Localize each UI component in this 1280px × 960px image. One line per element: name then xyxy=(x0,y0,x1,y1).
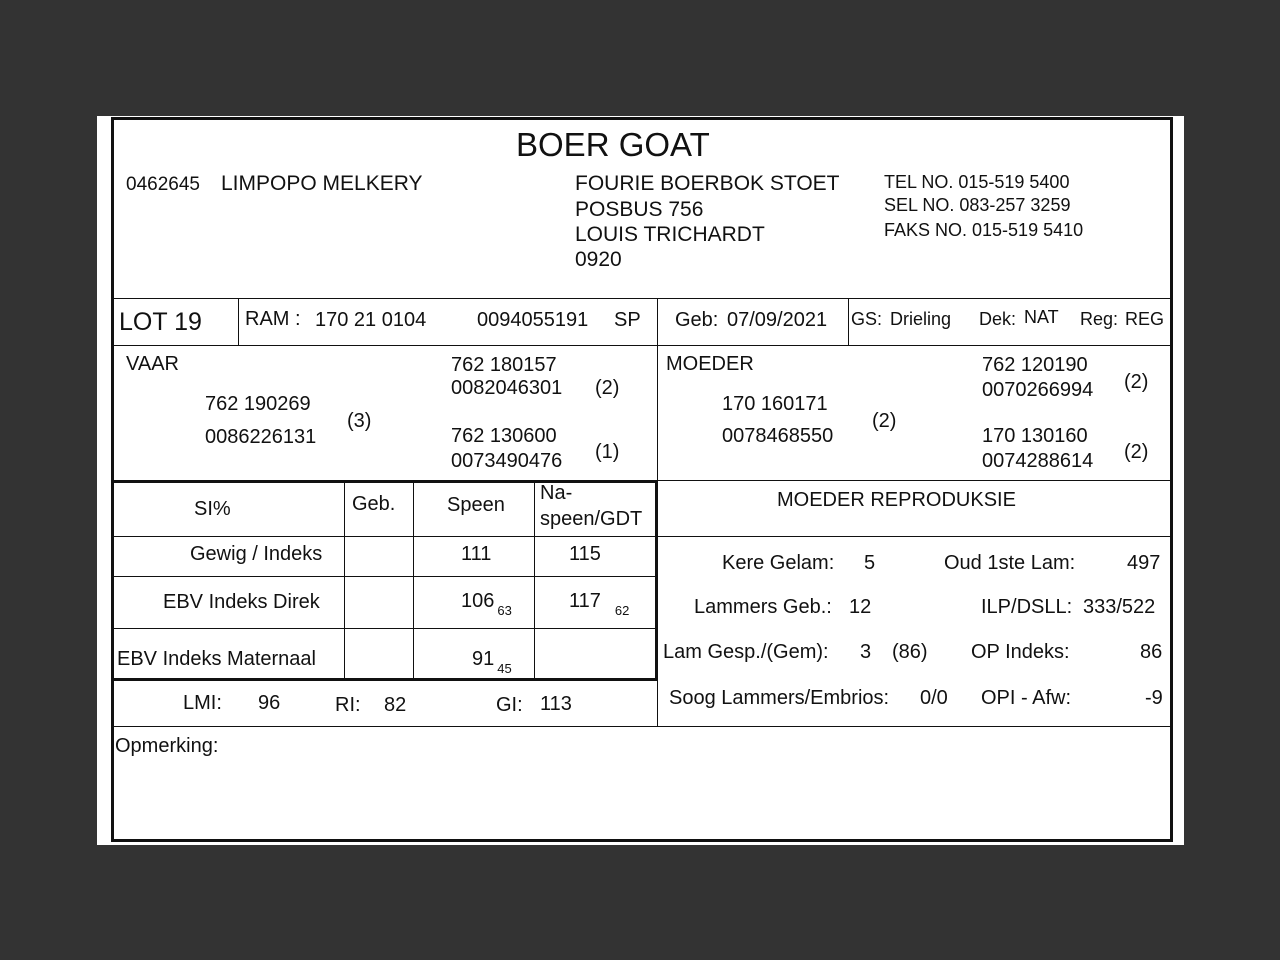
dek-value: NAT xyxy=(1024,307,1059,327)
repro-title: MOEDER REPRODUKSIE xyxy=(777,489,1016,511)
oud-value: 497 xyxy=(1127,552,1161,574)
geb-label: Geb: xyxy=(675,309,719,331)
moeder-dam-count: (2) xyxy=(1124,441,1149,463)
lmi-value: 96 xyxy=(258,692,281,714)
vaar-sire-count: (2) xyxy=(595,377,620,399)
row-direk-speen-value: 106 xyxy=(461,590,495,612)
address-line-4: 0920 xyxy=(575,248,622,271)
address-line-1: FOURIE BOERBOK STOET xyxy=(575,172,840,195)
row-maternaal-label: EBV Indeks Maternaal xyxy=(117,648,316,670)
kere-label: Kere Gelam: xyxy=(722,552,835,574)
div-geb xyxy=(848,299,849,345)
lammers-value: 12 xyxy=(849,596,872,618)
row-direk-speen-accuracy: 63 xyxy=(497,603,512,618)
vaar-dam-id: 762 130600 xyxy=(451,425,557,447)
row-maternaal-speen-value: 91 xyxy=(472,648,495,670)
ri-label: RI: xyxy=(335,694,361,716)
tel-number: TEL NO. 015-519 5400 xyxy=(884,172,1070,192)
moeder-label: MOEDER xyxy=(666,353,754,375)
vaar-code: 0086226131 xyxy=(205,426,317,448)
geb-header: Geb. xyxy=(352,493,396,515)
si-header: SI% xyxy=(194,498,231,520)
vaar-label: VAAR xyxy=(126,353,179,375)
moeder-dam-id: 170 130160 xyxy=(982,425,1088,447)
row-direk-naspeen-accuracy: 62 xyxy=(614,603,630,618)
row-direk-naspeen xyxy=(569,590,630,618)
op-value: 86 xyxy=(1140,641,1163,663)
soog-label: Soog Lammers/Embrios: xyxy=(669,687,890,709)
ilp-label: ILP/DSLL: xyxy=(981,596,1073,618)
moeder-id: 170 160171 xyxy=(722,393,828,415)
row-gewig-naspeen: 115 xyxy=(569,543,601,565)
div-si-geb xyxy=(413,481,414,679)
breeder-name: LIMPOPO MELKERY xyxy=(221,172,423,195)
vaar-id: 762 190269 xyxy=(205,393,311,415)
moeder-sire-code: 0070266994 xyxy=(982,379,1094,401)
vaar-sire-code: 0082046301 xyxy=(451,377,563,399)
div-pedigree xyxy=(657,346,658,481)
ram-suffix: SP xyxy=(614,309,641,331)
vaar-count: (3) xyxy=(347,410,372,432)
div-ram xyxy=(657,299,658,345)
geb-date: 07/09/2021 xyxy=(727,309,828,331)
moeder-sire-id: 762 120190 xyxy=(982,354,1088,376)
faks-number: FAKS NO. 015-519 5410 xyxy=(884,220,1084,240)
breeder-id: 0462645 xyxy=(126,174,200,195)
rule-under-info xyxy=(113,345,1172,346)
moeder-sire-count: (2) xyxy=(1124,371,1149,393)
opi-value: -9 xyxy=(1145,687,1163,709)
div-si-label xyxy=(344,481,345,679)
ram-label: RAM : xyxy=(245,308,301,330)
frame-top xyxy=(111,117,1173,120)
oud-label: Oud 1ste Lam: xyxy=(944,552,1076,574)
row-gewig-speen: 111 xyxy=(461,543,492,565)
lmi-label: LMI: xyxy=(183,692,222,714)
op-label: OP Indeks: xyxy=(971,641,1070,663)
row-gewig-label: Gewig / Indeks xyxy=(190,543,323,565)
moeder-code: 0078468550 xyxy=(722,425,834,447)
ri-value: 82 xyxy=(384,694,407,716)
rule-si-left-top xyxy=(113,481,658,483)
rule-si-header xyxy=(113,536,1172,537)
lammers-label: Lammers Geb.: xyxy=(694,596,832,618)
naspeen-header-line1: Na- xyxy=(540,482,573,504)
rule-si-bottom xyxy=(113,678,658,681)
rule-under-header xyxy=(113,298,1172,299)
gi-value: 113 xyxy=(540,693,572,715)
lamgesp-gem: (86) xyxy=(892,641,928,663)
reg-label: Reg: xyxy=(1080,309,1119,329)
soog-value: 0/0 xyxy=(920,687,948,709)
row-maternaal-speen-accuracy: 45 xyxy=(497,661,512,676)
vaar-sire-id: 762 180157 xyxy=(451,354,557,376)
ilp-value: 333/522 xyxy=(1083,596,1156,618)
lamgesp-value: 3 xyxy=(860,641,872,663)
reg-value: REG xyxy=(1125,309,1165,329)
frame-bottom xyxy=(111,839,1173,842)
gs-label: GS: xyxy=(851,309,883,329)
row-maternaal-speen xyxy=(472,648,512,676)
row-direk-naspeen-value: 117 xyxy=(569,590,601,612)
naspeen-header-line2: speen/GDT xyxy=(540,508,643,530)
moeder-dam-code: 0074288614 xyxy=(982,450,1094,472)
div-si-speen xyxy=(534,481,535,679)
address-line-2: POSBUS 756 xyxy=(575,198,704,221)
address-line-3: LOUIS TRICHARDT xyxy=(575,223,765,246)
dek-label: Dek: xyxy=(979,309,1017,329)
moeder-count: (2) xyxy=(872,410,897,432)
lamgesp-label: Lam Gesp./(Gem): xyxy=(663,641,829,663)
vaar-dam-code: 0073490476 xyxy=(451,450,563,472)
rule-si-row2 xyxy=(113,628,657,629)
speen-header: Speen xyxy=(447,494,505,516)
page-title: BOER GOAT xyxy=(516,126,710,163)
gs-value: Drieling xyxy=(890,309,952,329)
div-lot xyxy=(238,299,239,345)
ram-code: 0094055191 xyxy=(477,309,589,331)
kere-value: 5 xyxy=(864,552,876,574)
ram-number: 170 21 0104 xyxy=(315,309,427,331)
row-direk-label: EBV Indeks Direk xyxy=(163,591,320,613)
lot-number: LOT 19 xyxy=(119,308,202,336)
sel-number: SEL NO. 083-257 3259 xyxy=(884,195,1071,215)
opi-label: OPI - Afw: xyxy=(981,687,1072,709)
opmerking-label: Opmerking: xyxy=(115,735,219,757)
div-repro xyxy=(657,481,658,727)
rule-above-opmerking xyxy=(113,726,1172,727)
row-direk-speen xyxy=(461,590,512,618)
vaar-dam-count: (1) xyxy=(595,441,620,463)
gi-label: GI: xyxy=(496,694,523,716)
rule-si-row1 xyxy=(113,576,657,577)
